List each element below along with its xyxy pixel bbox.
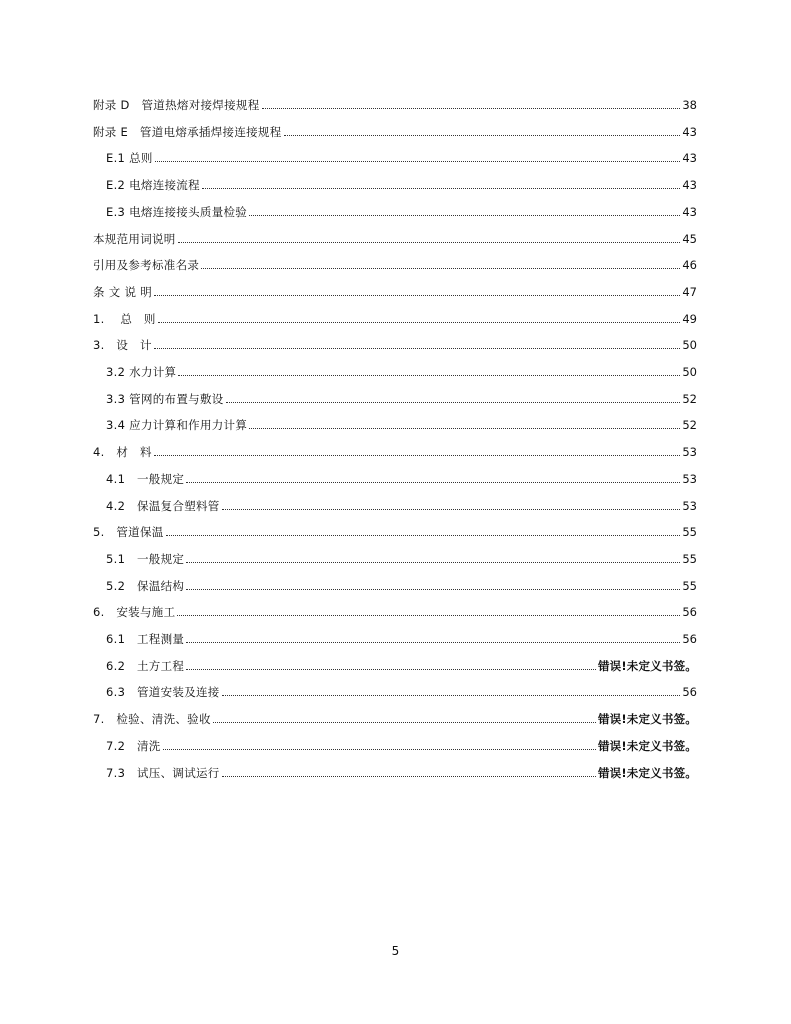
toc-dot-leader <box>178 242 681 243</box>
page-number: 5 <box>391 944 400 958</box>
toc-entry[interactable] <box>106 143 697 165</box>
toc-entry[interactable] <box>106 491 697 513</box>
toc-entry-title: 3.4 应力计算和作用力计算 <box>106 418 248 433</box>
toc-entry-title: 3.3 管网的布置与敷设 <box>106 391 224 406</box>
toc-entry-page: 56 <box>682 632 697 646</box>
toc-entry-title: 6.2 土方工程 <box>106 658 185 673</box>
toc-entry-page: 47 <box>682 284 697 299</box>
toc-entry[interactable] <box>93 277 697 299</box>
toc-dot-leader <box>186 482 680 483</box>
toc-entry-page: 错误!未定义书签。 <box>597 765 697 780</box>
toc-entry-page: 55 <box>682 525 697 540</box>
toc-dot-leader <box>249 215 680 216</box>
toc-entry-page: 55 <box>682 578 697 593</box>
toc-entry[interactable] <box>106 197 697 219</box>
toc-entry[interactable] <box>93 437 697 459</box>
toc-entry-page: 38 <box>682 98 697 112</box>
toc-entry-title: E.1 总则 <box>106 151 153 166</box>
toc-entry-title: 附录 D 管道热熔对接焊接规程 <box>93 98 260 112</box>
toc-dot-leader <box>186 562 680 563</box>
toc-entry[interactable] <box>93 704 697 726</box>
toc-entry-title: 5.1 一般规定 <box>106 551 185 566</box>
toc-entry-page: 53 <box>682 498 697 513</box>
toc-entry[interactable] <box>106 544 697 566</box>
toc-entry-page: 45 <box>682 231 697 246</box>
toc-entry-title: 3. 设 计 <box>93 338 152 353</box>
toc-entry-title: 6. 安装与施工 <box>93 605 176 620</box>
toc-entry-page: 43 <box>682 151 697 166</box>
toc-dot-leader <box>186 642 680 643</box>
toc-dot-leader <box>178 375 680 376</box>
toc-entry[interactable] <box>93 250 697 272</box>
toc-entry-page: 错误!未定义书签。 <box>597 738 697 753</box>
toc-entry-page: 53 <box>682 471 697 486</box>
toc-dot-leader <box>284 135 681 136</box>
toc-dot-leader <box>201 268 680 269</box>
toc-entry[interactable] <box>106 170 697 192</box>
toc-entry-page: 52 <box>682 391 697 406</box>
toc-entry-page: 43 <box>682 178 697 193</box>
toc-entry-title: 5. 管道保温 <box>93 525 164 540</box>
toc-entry[interactable] <box>106 651 697 673</box>
toc-entry[interactable] <box>93 117 697 139</box>
toc-entry[interactable] <box>106 677 697 699</box>
toc-entry-title: 附录 E 管道电熔承插焊接连接规程 <box>93 124 282 139</box>
toc-entry-title: 1. 总 则 <box>93 311 156 326</box>
toc-entry-page: 46 <box>682 258 697 273</box>
toc-entry-page: 错误!未定义书签。 <box>597 658 697 673</box>
toc-entry[interactable] <box>93 517 697 539</box>
toc-entry[interactable] <box>93 597 697 619</box>
toc-entry[interactable] <box>106 571 697 593</box>
toc-entry-title: 7.3 试压、调试运行 <box>106 765 220 780</box>
toc-entry-title: 6.3 管道安装及连接 <box>106 685 220 700</box>
toc-entry[interactable] <box>106 357 697 379</box>
toc-entry-page: 49 <box>682 311 697 326</box>
toc-dot-leader <box>222 776 596 777</box>
toc-dot-leader <box>186 669 596 670</box>
toc-entry[interactable] <box>93 90 697 112</box>
toc-entry-title: 6.1 工程测量 <box>106 632 185 646</box>
toc-entry-page: 53 <box>682 445 697 460</box>
toc-entry-page: 50 <box>682 365 697 379</box>
toc-dot-leader <box>249 428 680 429</box>
toc-entry-page: 56 <box>682 685 697 700</box>
toc-entry[interactable] <box>106 624 697 646</box>
toc-entry[interactable] <box>93 304 697 326</box>
toc-entry-title: 4. 材 料 <box>93 445 152 460</box>
toc-entry-page: 52 <box>682 418 697 433</box>
toc-dot-leader <box>154 455 681 456</box>
toc-entry-title: 3.2 水力计算 <box>106 365 177 379</box>
toc-dot-leader <box>158 322 681 323</box>
toc-dot-leader <box>226 402 681 403</box>
toc-entry-page: 43 <box>682 124 697 139</box>
toc-entry-title: 条 文 说 明 <box>93 284 153 299</box>
toc-entry-title: 引用及参考标准名录 <box>93 258 200 273</box>
toc-dot-leader <box>202 188 680 189</box>
toc-entry-title: 7. 检验、清洗、验收 <box>93 712 211 727</box>
toc-dot-leader <box>262 108 681 109</box>
toc-entry-page: 错误!未定义书签。 <box>597 712 697 727</box>
toc-entry-page: 56 <box>682 605 697 620</box>
toc-entry[interactable] <box>106 464 697 486</box>
toc-entry[interactable] <box>93 330 697 352</box>
toc-entry-page: 55 <box>682 551 697 566</box>
toc-entry[interactable] <box>106 758 697 780</box>
toc-entry-page: 43 <box>682 204 697 219</box>
toc-dot-leader <box>186 589 680 590</box>
toc-dot-leader <box>154 295 680 296</box>
toc-entry-title: 4.2 保温复合塑料管 <box>106 498 220 513</box>
toc-entry-title: E.3 电熔连接接头质量检验 <box>106 204 248 219</box>
toc-entry[interactable] <box>93 224 697 246</box>
toc-dot-leader <box>155 161 681 162</box>
toc-dot-leader <box>213 722 596 723</box>
toc-entry-title: 4.1 一般规定 <box>106 471 185 486</box>
toc-entry-title: 7.2 清洗 <box>106 738 161 753</box>
toc-entry[interactable] <box>106 410 697 432</box>
toc-entry[interactable] <box>106 731 697 753</box>
toc-dot-leader <box>166 535 681 536</box>
toc-entry-title: 本规范用词说明 <box>93 231 176 246</box>
toc-dot-leader <box>177 615 680 616</box>
toc-dot-leader <box>154 348 681 349</box>
toc-dot-leader <box>222 509 681 510</box>
toc-dot-leader <box>163 749 596 750</box>
toc-dot-leader <box>222 695 681 696</box>
toc-entry-title: 5.2 保温结构 <box>106 578 185 593</box>
toc-entry[interactable] <box>106 384 697 406</box>
toc-entry-page: 50 <box>682 338 697 353</box>
toc-entry-title: E.2 电熔连接流程 <box>106 178 200 193</box>
